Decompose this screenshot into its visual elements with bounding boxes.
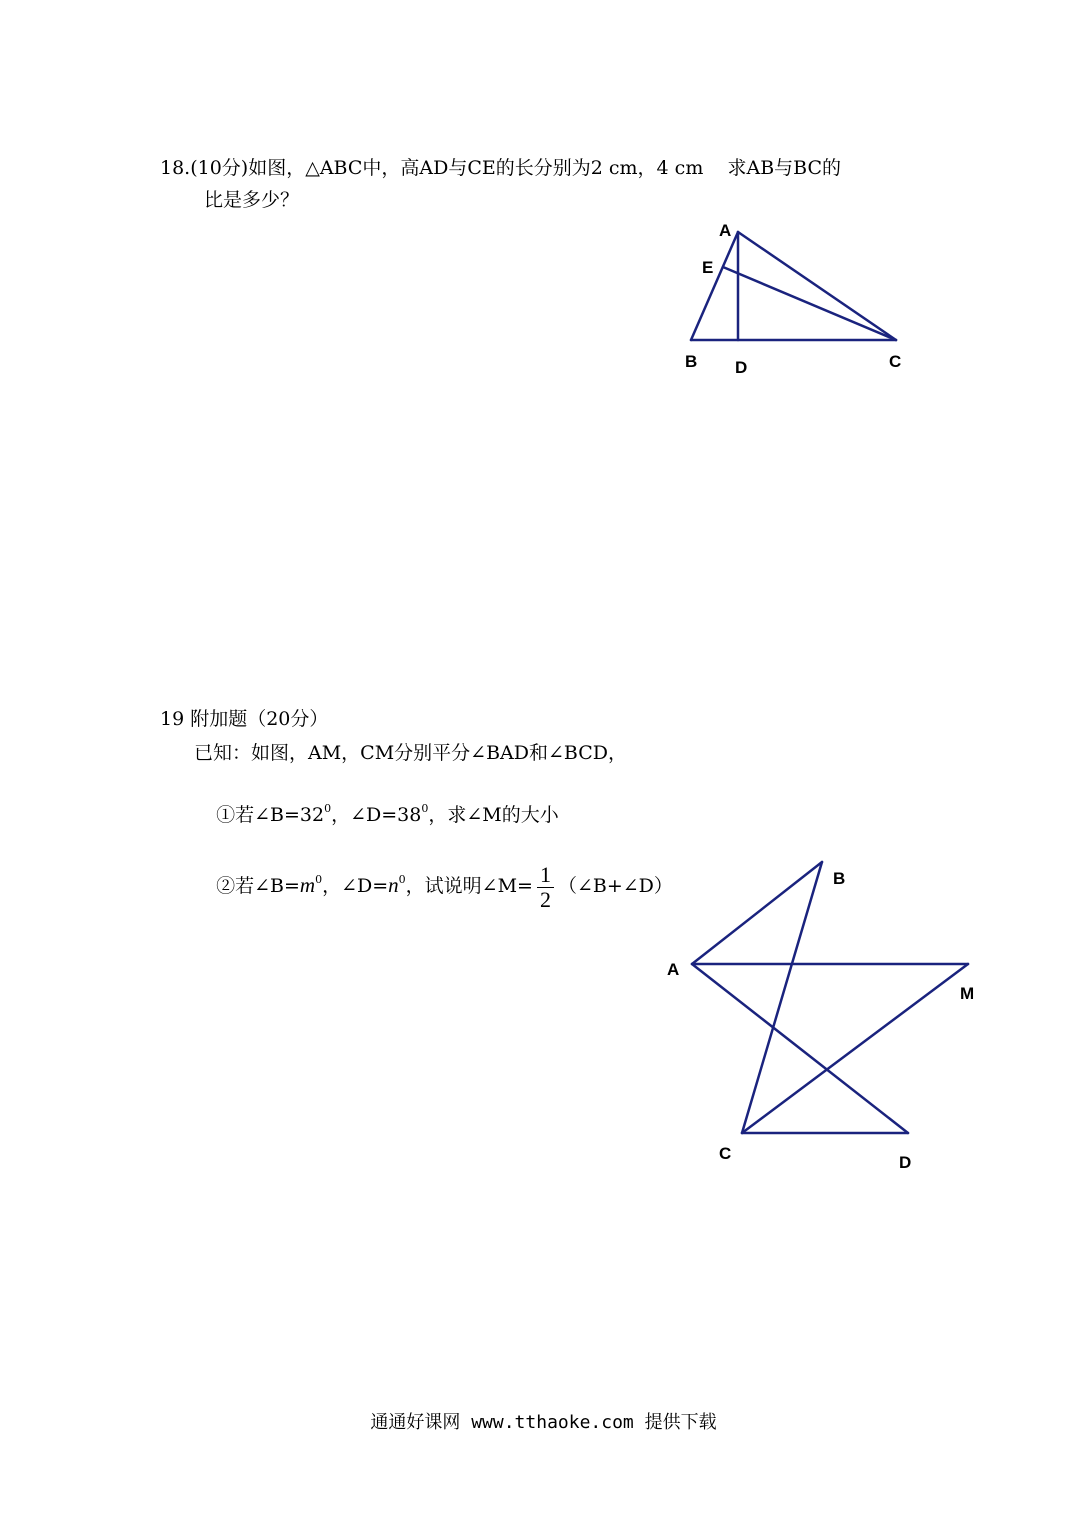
q19-title: 19 附加题（20分） bbox=[160, 708, 329, 730]
q18-label-b: B bbox=[685, 352, 698, 371]
q19-part2-mid: ，∠D= bbox=[322, 875, 389, 897]
q19-segment-ad bbox=[692, 964, 908, 1133]
q19-part2-text: ，试说明∠M= bbox=[405, 875, 533, 897]
q19-part2-suffix: （∠B+∠D） bbox=[557, 875, 673, 897]
q18-label-e: E bbox=[702, 258, 714, 277]
q19-part2-degree2: 0 bbox=[398, 873, 406, 886]
q19-label-b: B bbox=[833, 869, 846, 888]
q19-label-m: M bbox=[960, 984, 975, 1003]
q19-segment-mc bbox=[742, 964, 968, 1133]
q19-part1-degree1: 0 bbox=[324, 802, 332, 815]
q19-segment-ab bbox=[692, 862, 822, 964]
q19-part2-var-m: m bbox=[299, 873, 316, 897]
q19-part1-degree2: 0 bbox=[421, 802, 429, 815]
q19-fraction-denominator: 2 bbox=[539, 886, 551, 912]
q19-label-a: A bbox=[667, 960, 680, 979]
q19-label-d: D bbox=[899, 1153, 912, 1172]
q19-part2-prefix: ②若∠B= bbox=[216, 875, 300, 897]
q19-segment-bc bbox=[742, 862, 822, 1133]
q19-given: 已知：如图，AM，CM分别平分∠BAD和∠BCD， bbox=[194, 742, 628, 764]
q18-label-c: C bbox=[889, 352, 902, 371]
q19-part1-suffix: ，求∠M的大小 bbox=[428, 804, 559, 826]
q18-label-d: D bbox=[735, 358, 748, 377]
page-footer: 通通好课网 www.tthaoke.com 提供下载 bbox=[370, 1412, 717, 1433]
q19-label-c: C bbox=[719, 1144, 732, 1163]
q19-fraction-numerator: 1 bbox=[537, 863, 554, 888]
q18-line2: 比是多少？ bbox=[204, 189, 300, 211]
q19-part1-prefix: ①若∠B=32 bbox=[216, 804, 325, 826]
q18-line1: 18.(10分)如图，△ABC中，高AD与CE的长分别为2 cm，4 cm 求AB与BC的 bbox=[160, 157, 842, 179]
q19-part2-var-n: n bbox=[388, 873, 399, 897]
q19-part1-mid: ，∠D=38 bbox=[331, 804, 422, 826]
q19-part2-degree1: 0 bbox=[315, 873, 323, 886]
q18-label-a: A bbox=[719, 221, 732, 240]
